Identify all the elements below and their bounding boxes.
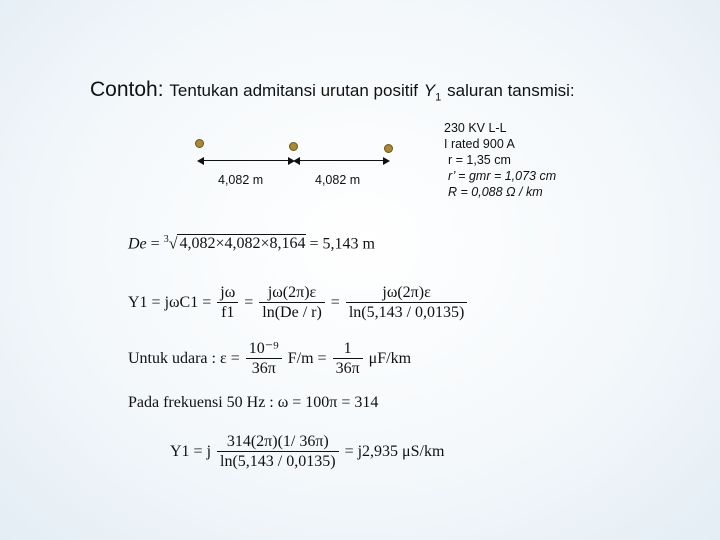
spec-voltage: 230 KV L-L (444, 121, 507, 135)
title-subscript: 1 (435, 91, 442, 104)
equation-result (170, 432, 444, 471)
result-lhs: Y1 = j (170, 442, 212, 460)
spec-gmr: r’ = gmr = 1,073 cm (448, 169, 557, 183)
y1-lhs: Y1 = jωC1 = (128, 293, 212, 311)
dim-arrow-left-1 (197, 157, 204, 165)
spec-current: I rated 900 A (444, 137, 515, 151)
conductor-c (384, 144, 393, 153)
conductor-a (195, 139, 204, 148)
conductor-b (289, 142, 298, 151)
slide-title (90, 78, 575, 103)
title-suffix: saluran tansmisi: (447, 81, 575, 100)
fraction-result: $\frac{314(2\pi)(1/ 36\pi)}{\ln(5,143 / 0,0135)}$ (217, 432, 339, 471)
equation-permittivity (128, 339, 411, 378)
udara-label: Untuk udara : ε = (128, 349, 240, 367)
fraction-3: $\frac{j\omega(2\pi)\varepsilon}{\ln(5,143 / 0,0135)}$ (346, 283, 468, 322)
gmd-result: = 5,143 m (309, 235, 375, 253)
spacing-label-right: 4,082 m (315, 173, 361, 187)
dim-arrow-right-2 (383, 157, 390, 165)
unit-ufkm: μF/km (368, 349, 412, 367)
root-index: 3 (163, 234, 169, 245)
title-symbol: Y (423, 81, 436, 100)
spec-radius: r = 1,35 cm (448, 153, 511, 167)
dim-arrow-left-2 (293, 157, 300, 165)
result-value: = j2,935 μS/km (344, 442, 445, 460)
equation-frequency: Pada frekuensi 50 Hz : ω = 100π = 314 (128, 394, 379, 411)
dim-line-2 (299, 160, 384, 161)
title-keyword: Contoh: (90, 78, 164, 101)
equation-gmd: De = $^3$√ 4,082×4,082×8,164 = 5,143 m (128, 234, 375, 253)
line-specs (444, 120, 556, 200)
fraction-2: $\frac{j\omega(2\pi)\varepsilon}{\ln(De / r)}$ (259, 283, 325, 322)
dim-line-1 (203, 160, 289, 161)
fraction-eps-1: $\frac{\text{10⁻⁹}}{36\pi}$ (246, 339, 282, 378)
fraction-eps-2: $\frac{1}{36\pi}$ (333, 339, 363, 378)
fraction-1: $\frac{j\omega}{f1}$ (217, 283, 238, 322)
spacing-label-left: 4,082 m (218, 173, 264, 187)
unit-fm: F/m = (287, 349, 327, 367)
radicand: 4,082×4,082×8,164 (179, 235, 306, 253)
gmd-lhs: De (128, 235, 147, 253)
spec-resistance: R = 0,088 Ω / km (448, 185, 543, 199)
equation-admittance: Y1 = jωC1 = $\frac{j\omega}{f1}$ = $\frac{j\omega(2\pi)\varepsilon}{\ln(De / r)}$ = $\frac{j\omega(2\pi)\varepsilon}{\ln(5,143 / 0,0135)}$ (128, 283, 467, 322)
title-text: Tentukan admitansi urutan positif (169, 81, 418, 100)
